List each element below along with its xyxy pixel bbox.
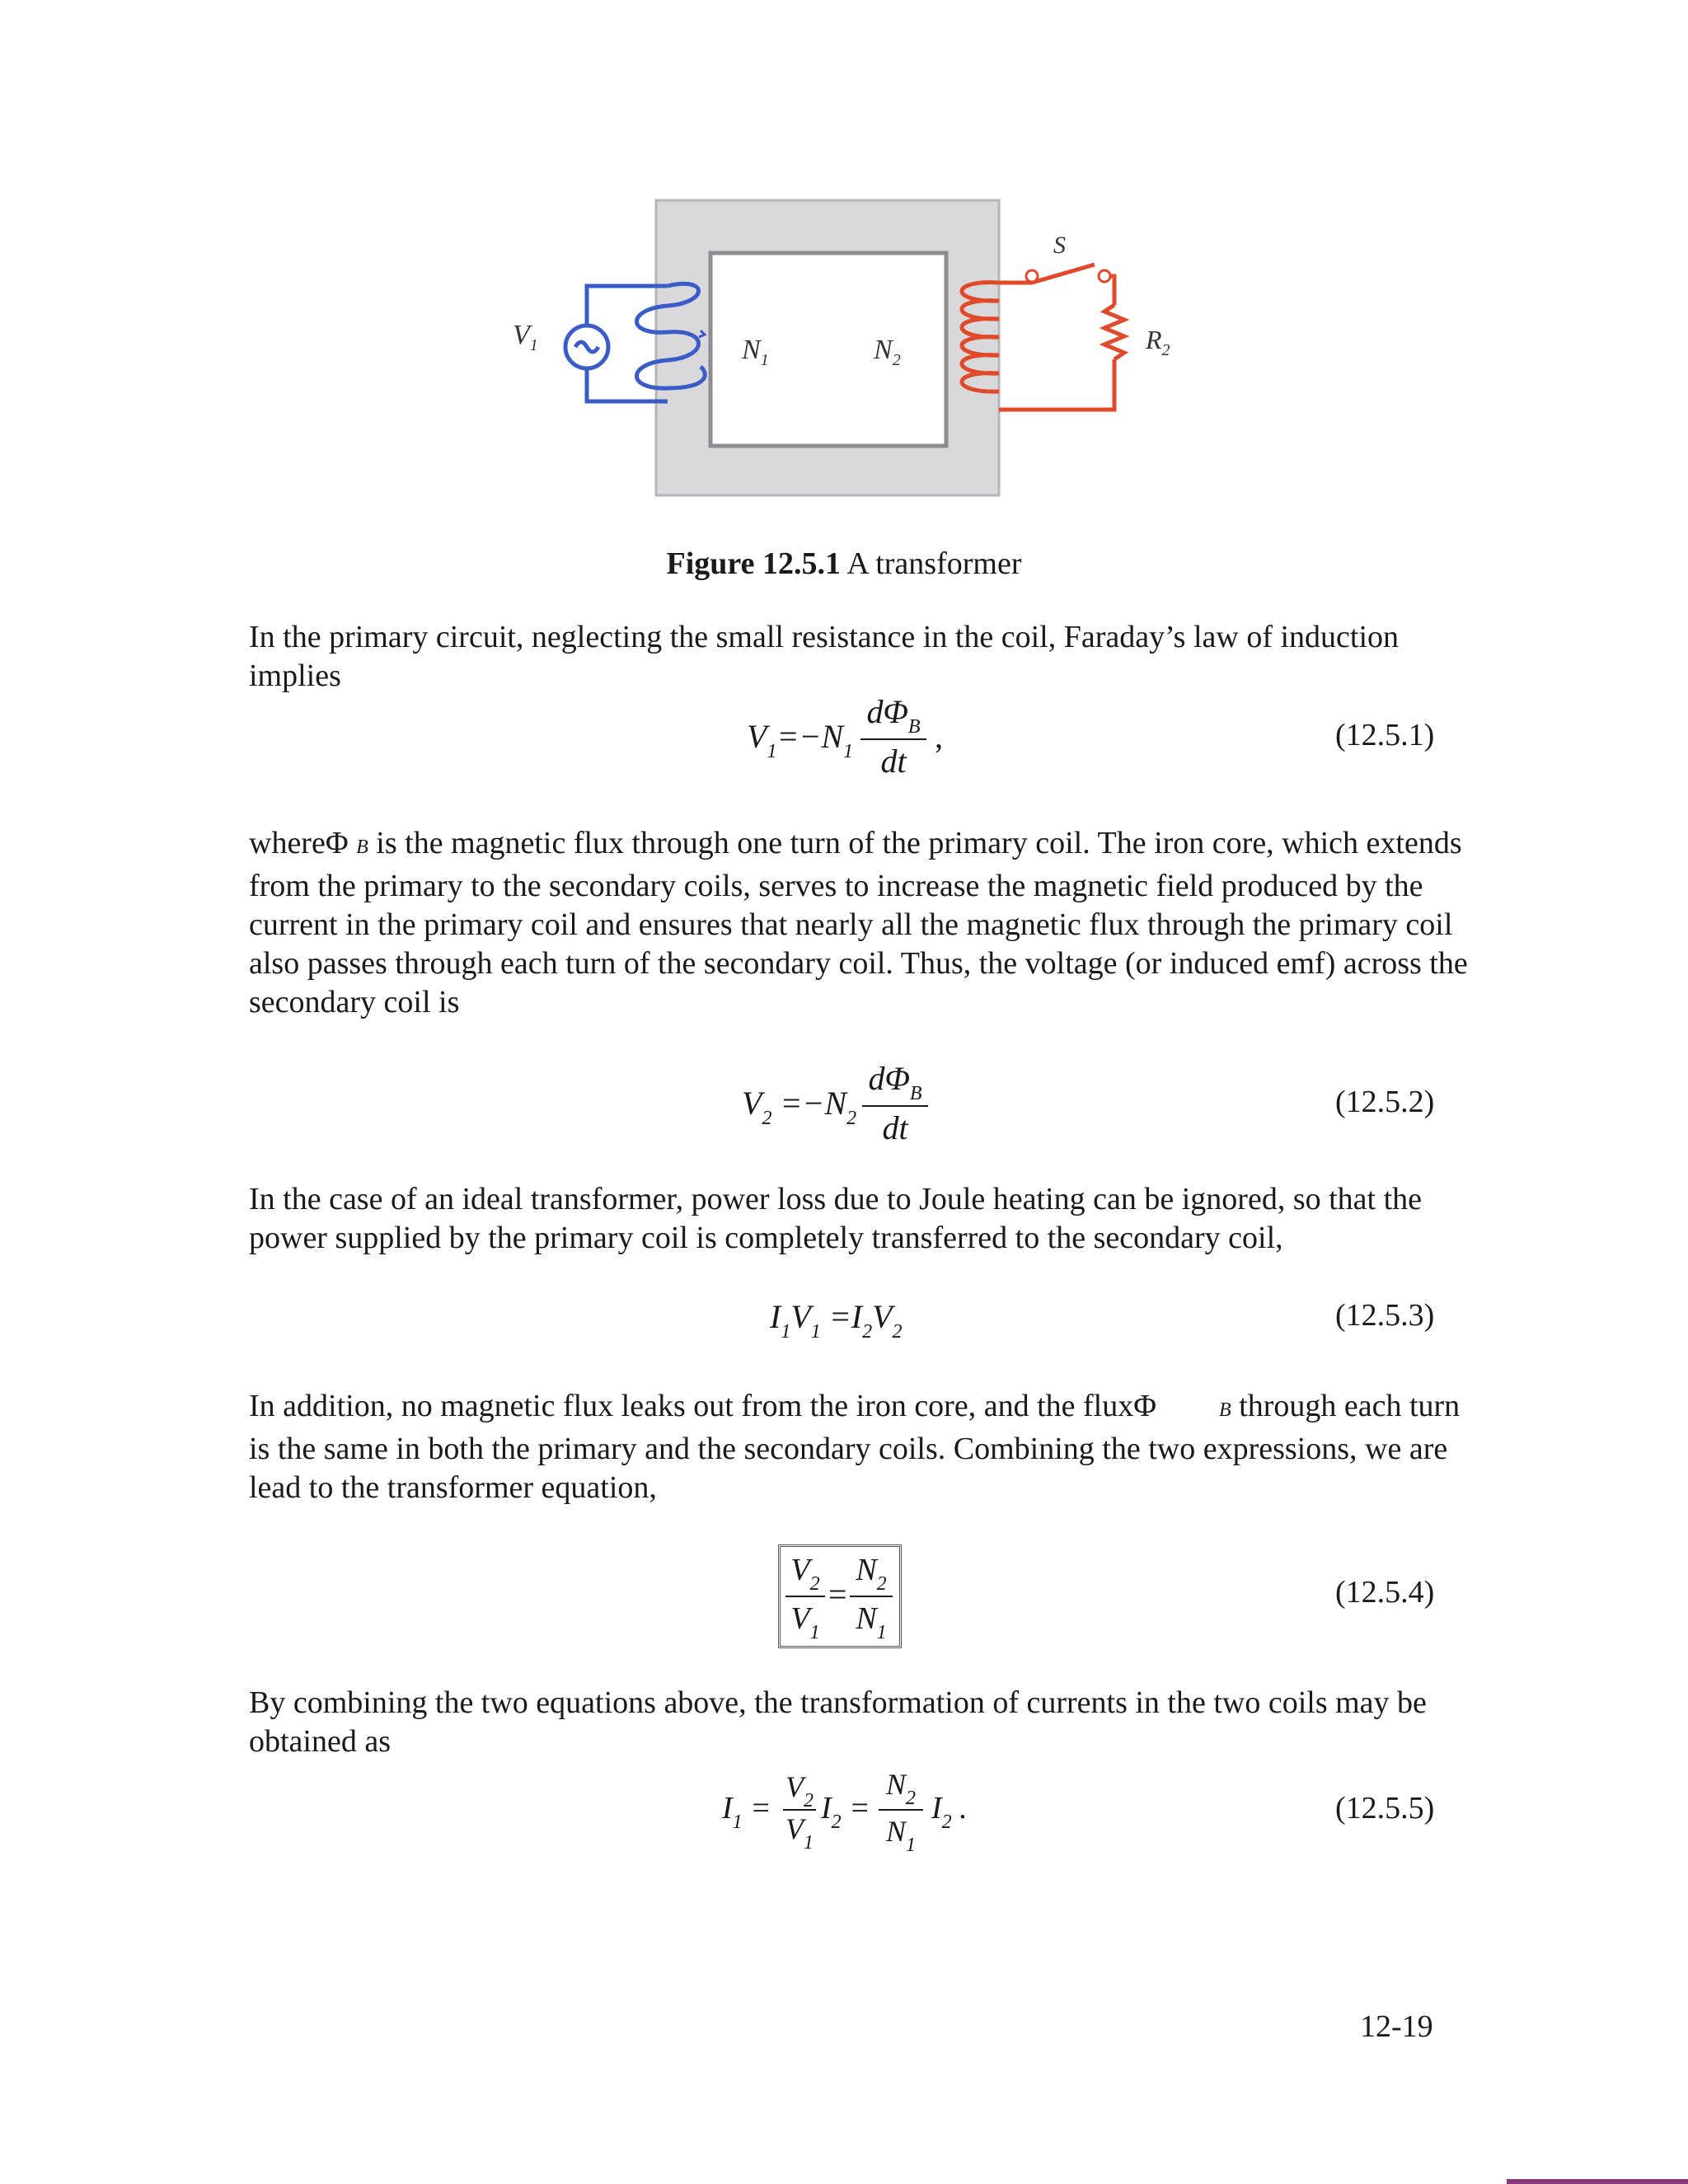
label-n2: $N_2$ bbox=[874, 335, 901, 369]
switch-contact-right bbox=[1099, 270, 1110, 282]
eq4-equals: = bbox=[828, 1576, 847, 1613]
eq2-fraction: $d\Phi_B$ dt bbox=[862, 1059, 928, 1148]
eq1-number: (12.5.1) bbox=[1335, 718, 1435, 752]
paragraph-4: In addition, no magnetic flux leaks out from the iron core, and the fluxΦ B through each turn is the same in both the primary and the secondary coils. Combining the two expressions, we are lead to the transformer equation, bbox=[249, 1389, 1461, 1505]
eq5-fraction-1: $V_2$ $V_1$ bbox=[783, 1770, 816, 1849]
label-r2: $R_2$ bbox=[1146, 325, 1170, 359]
eq5-fraction-2: $N_2$ $N_1$ bbox=[879, 1765, 923, 1854]
eq5-number: (12.5.5) bbox=[1335, 1791, 1435, 1825]
equation-12-5-5 bbox=[0, 1765, 1688, 1897]
eq3-number: (12.5.3) bbox=[1335, 1298, 1435, 1333]
eq5-middle: $I_2$ = bbox=[821, 1791, 870, 1833]
eq5-rhs: $I_2$ . bbox=[931, 1791, 968, 1833]
figure-caption bbox=[0, 546, 1688, 582]
eq1-fraction: $d\Phi_B$ dt bbox=[860, 692, 926, 781]
eq4-right-fraction: $N_2$ $N_1$ bbox=[850, 1550, 893, 1643]
switch-contact-left bbox=[1026, 270, 1038, 282]
paragraph-3: In the case of an ideal transformer, power loss due to Joule heating can be ignored, so that the power supplied by the primary coil is completely transferred to the secondary coil, bbox=[249, 1182, 1423, 1255]
eq4-number: (12.5.4) bbox=[1335, 1575, 1435, 1610]
eq4-box bbox=[778, 1544, 902, 1648]
equation-12-5-1 bbox=[0, 692, 1688, 824]
caption-label: Figure 12.5.1 bbox=[666, 546, 841, 581]
transformer-figure bbox=[495, 194, 1203, 507]
label-v1: $V_1$ bbox=[513, 320, 538, 354]
label-s: S bbox=[1053, 232, 1066, 259]
caption-text: A transformer bbox=[840, 546, 1022, 581]
corner-accent-bar bbox=[1507, 2179, 1688, 2184]
eq1-comma: , bbox=[935, 718, 943, 755]
paragraph-2: whereΦ B is the magnetic flux through one turn of the primary coil. The iron core, which extends from the primary to the secondary coils, serves to increase the magnetic field produced by the current in the primary coil and ensures that nearly all the magnetic flux through the primary coil also passes through each turn of the secondary coil. Thus, the voltage (or induced emf) across the secondary coil is bbox=[249, 826, 1468, 1019]
eq3-expression: $I_1V_1 =I_2V_2$ bbox=[770, 1298, 903, 1343]
eq2-number: (12.5.2) bbox=[1335, 1085, 1435, 1119]
paragraph-5: By combining the two equations above, the transformation of currents in the two coils may be obtained as bbox=[249, 1685, 1427, 1759]
eq5-lhs: $I_1$ = bbox=[722, 1791, 771, 1833]
eq1-lhs: $V_1=-N_1$ bbox=[747, 718, 854, 762]
equation-12-5-2 bbox=[0, 1059, 1688, 1191]
eq4-left-fraction: $V_2$ $V_1$ bbox=[785, 1550, 825, 1643]
label-n1: $N_1$ bbox=[742, 335, 769, 369]
eq2-lhs: $V_2 =-N_2$ bbox=[742, 1085, 857, 1129]
equation-12-5-4 bbox=[0, 1544, 1688, 1676]
paragraph-1: In the primary circuit, neglecting the small resistance in the coil, Faraday’s law of induction implies bbox=[249, 620, 1400, 693]
page-number: 12-19 bbox=[1360, 2009, 1433, 2044]
